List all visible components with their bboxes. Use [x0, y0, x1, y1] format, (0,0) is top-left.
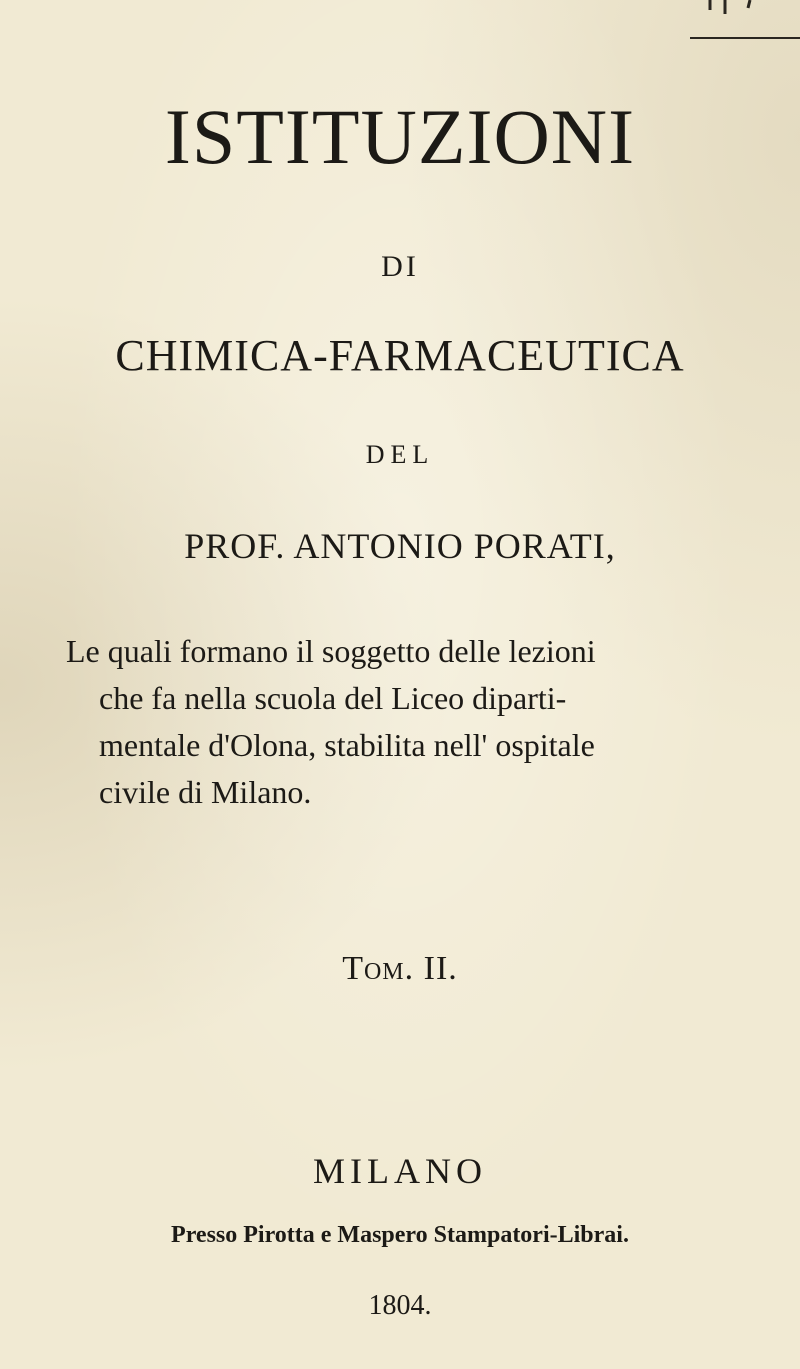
- binding-edge-mark: [690, 0, 800, 40]
- author-name: PROF. ANTONIO PORATI,: [184, 526, 616, 566]
- book-subject: CHIMICA-FARMACEUTICA: [115, 331, 685, 380]
- publication-city: MILANO: [313, 1151, 487, 1191]
- printer-line: Presso Pirotta e Maspero Stampatori-Librai.: [171, 1222, 629, 1248]
- title-preposition: DI: [381, 250, 419, 283]
- description-line: civile di Milano.: [99, 774, 312, 810]
- publication-year: 1804.: [368, 1290, 432, 1321]
- description-line: mentale d'Olona, stabilita nell' ospitale: [99, 727, 595, 763]
- description-line: che fa nella scuola del Liceo diparti-: [99, 680, 567, 716]
- title-article: DEL: [365, 440, 435, 469]
- volume-number: [0, 950, 800, 988]
- book-title: ISTITUZIONI: [164, 93, 636, 180]
- description-line: Le quali formano il soggetto delle lezioni: [66, 633, 596, 669]
- book-description: [66, 628, 726, 816]
- volume-label: Tom. II.: [342, 950, 458, 987]
